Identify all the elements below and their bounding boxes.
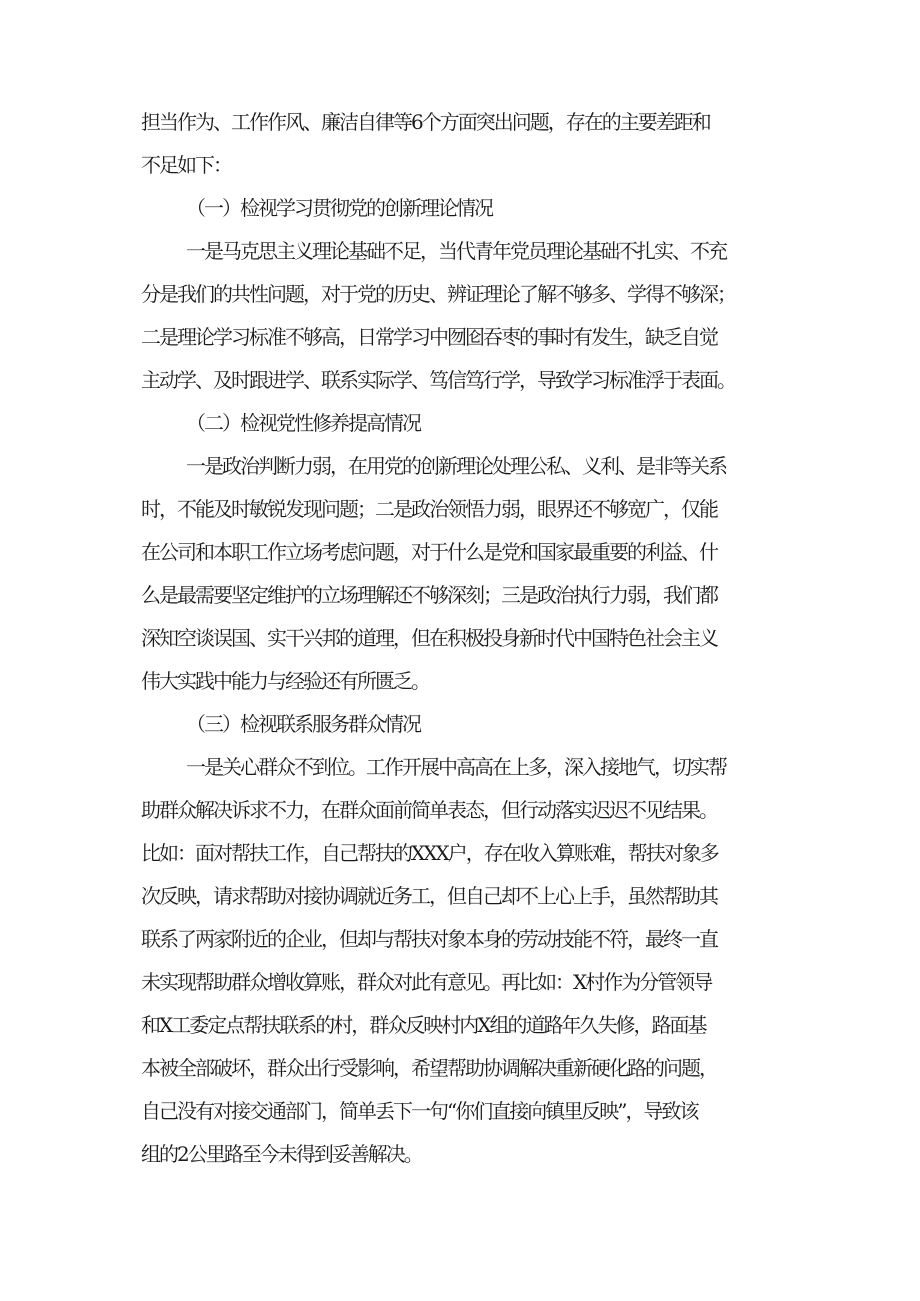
paragraph-line: 联系了两家附近的企业，但却与帮扶对象本身的劳动技能不符，最终一直 [141,927,717,951]
paragraph-line: 伟大实践中能力与经验还有所匮乏。 [141,669,429,693]
section-heading-1: （一）检视学习贯彻党的创新理论情况 [186,196,492,220]
paragraph-line: 分是我们的共性问题，对于党的历史、辨证理论了解不够多、学得不够深； [141,282,735,306]
paragraph-line: 自己没有对接交通部门，简单丢下一句“你们直接向镇里反映”，导致该 [141,1099,698,1123]
paragraph-line: 未实现帮助群众增收算账，群众对此有意见。再比如：X村作为分管领导 [141,970,712,994]
paragraph-line: 助群众解决诉求不力，在群众面前简单表态，但行动落实迟迟不见结果。 [141,798,717,822]
paragraph-line: 深知空谈误国、实干兴邦的道理，但在积极投身新时代中国特色社会主义 [141,626,717,650]
paragraph-line: 主动学、及时跟进学、联系实际学、笃信笃行学，导致学习标准浮于表面。 [141,368,735,392]
paragraph-line: 不足如下： [141,153,231,177]
paragraph-line: 么是最需要坚定维护的立场理解还不够深刻；三是政治执行力弱，我们都 [141,583,717,607]
section-heading-3: （三）检视联系服务群众情况 [186,712,420,736]
paragraph-line: 担当作为、工作作风、廉洁自律等6个方面突出问题，存在的主要差距和 [141,110,710,134]
paragraph-line: 次反映，请求帮助对接协调就近务工，但自己却不上心上手，虽然帮助其 [141,884,717,908]
paragraph-line: 一是关心群众不到位。工作开展中高高在上多，深入接地气，切实帮 [186,755,726,779]
paragraph-line: 时，不能及时敏锐发现问题；二是政治领悟力弱，眼界还不够宽广，仅能 [141,497,717,521]
paragraph-line: 一是马克思主义理论基础不足，当代青年党员理论基础不扎实、不充 [186,239,726,263]
paragraph-line: 在公司和本职工作立场考虑问题，对于什么是党和国家最重要的利益、什 [141,540,717,564]
paragraph-line: 比如：面对帮扶工作，自己帮扶的XXX户，存在收入算账难，帮扶对象多 [141,841,718,865]
paragraph-line: 一是政治判断力弱，在用党的创新理论处理公私、义利、是非等关系 [186,454,726,478]
paragraph-line: 二是理论学习标准不够高，日常学习中囫囵吞枣的事时有发生，缺乏自觉 [141,325,717,349]
paragraph-line: 组的2公里路至今未得到妥善解决。 [141,1142,422,1166]
paragraph-line: 本被全部破坏，群众出行受影响，希望帮助协调解决重新硬化路的问题， [141,1056,717,1080]
paragraph-line: 和X工委定点帮扶联系的村，群众反映村内X组的道路年久失修，路面基 [141,1013,706,1037]
section-heading-2: （二）检视党性修养提高情况 [186,411,420,435]
